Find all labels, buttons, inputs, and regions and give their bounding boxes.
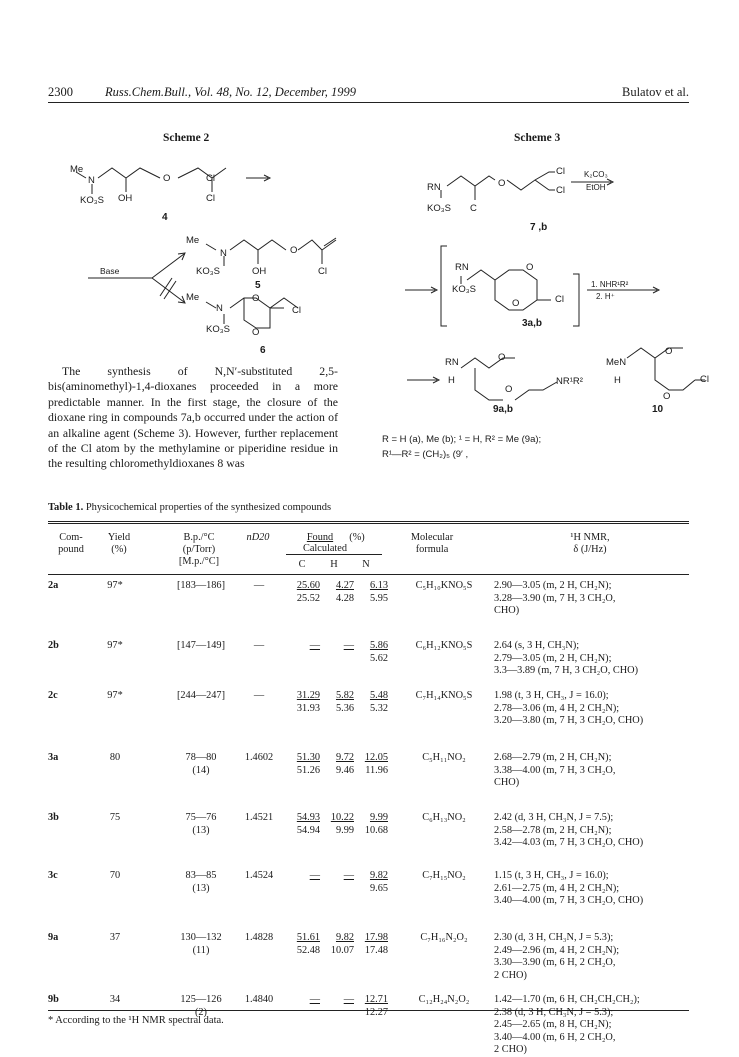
scheme2-title: Scheme 2 <box>163 132 210 144</box>
cell-bp2: (14) <box>192 765 210 776</box>
cell-fc: — <box>309 640 320 651</box>
scheme3-legend-1: R = H (a), Me (b); ¹ = H, R² = Me (9a); <box>382 434 542 445</box>
col-h: H <box>330 559 338 570</box>
col-compound: Com- pound <box>58 532 84 555</box>
c5-cl: Cl <box>318 266 327 277</box>
cell-bp: [183—186] <box>176 580 226 591</box>
cell-formula: C₇H₁₅NO₂ <box>422 870 466 881</box>
col-bp: B.p./°C (p/Torr) [M.p./°C] <box>178 532 220 567</box>
cell-fn: 17.98 <box>364 932 388 943</box>
cell-id: 9b <box>48 994 59 1005</box>
cell-nd: 1.4840 <box>244 994 274 1005</box>
cell-yield: 70 <box>109 870 121 881</box>
col-formula: Molecular formula <box>410 532 454 555</box>
c10-cl: Cl <box>700 374 709 385</box>
col-n: N <box>362 559 370 570</box>
cell-fn: 6.13 <box>369 580 388 591</box>
cell-formula: C₆H₁₂KNO₅S <box>415 640 473 651</box>
cell-nd: 1.4602 <box>244 752 274 763</box>
cell-bp: [147—149] <box>176 640 226 651</box>
c3-step1: 1. NHR¹R² <box>591 280 629 289</box>
cell-cn: 11.96 <box>365 765 388 776</box>
c6-cl: Cl <box>292 305 301 316</box>
c4-n: N <box>88 175 95 186</box>
cell-fn: 9.82 <box>369 870 388 881</box>
cell-fn: 12.71 <box>364 994 388 1005</box>
cell-fh: — <box>343 640 354 651</box>
table-header-rule <box>48 574 689 575</box>
cell-cn: 5.95 <box>369 593 388 604</box>
c9-o1: O <box>498 352 506 363</box>
cell-yield: 97* <box>107 580 123 591</box>
journal-citation: Russ.Chem.Bull., Vol. 48, No. 12, December, 1999 <box>105 85 357 99</box>
c5-oh: OH <box>252 266 267 277</box>
c4-cl2: Cl <box>206 193 215 204</box>
cell-fh: — <box>343 870 354 881</box>
cell-nd: 1.4524 <box>244 870 274 881</box>
cell-cn: 17.48 <box>364 945 388 956</box>
cell-yield: 75 <box>109 812 121 823</box>
c7-ko3s: KO₃S <box>427 203 451 214</box>
c7-o: O <box>498 178 506 189</box>
c3-rn: RN <box>455 262 469 273</box>
cell-cc: 31.93 <box>296 703 320 714</box>
c10-o1: O <box>665 346 673 357</box>
cell-cc: 52.48 <box>296 945 320 956</box>
cell-yield: 80 <box>109 752 121 763</box>
scheme3-title: Scheme 3 <box>514 132 561 144</box>
cell-bp: 125—126 <box>180 994 222 1005</box>
col-nd: nD20 <box>246 532 270 543</box>
c6-number: 6 <box>260 345 266 356</box>
cell-fh: 9.72 <box>335 752 354 763</box>
cell-fn: 9.99 <box>369 812 388 823</box>
cell-nmr: 1.15 (t, 3 H, CH₃, J = 16.0); 2.61—2.75 (m, 4 H, 2 CH₂N); 3.40—4.00 (m, 7 H, 3 CH₂O, CHO) <box>494 870 644 906</box>
cell-chh: 5.36 <box>335 703 354 714</box>
c3-ko3s: KO₃S <box>452 284 476 295</box>
cell-nd: — <box>253 690 265 701</box>
cell-fc: — <box>309 870 320 881</box>
c9-o2: O <box>505 384 513 395</box>
col-pct: (%) <box>349 532 365 543</box>
cell-id: 2b <box>48 640 59 651</box>
cell-cn: 12.27 <box>364 1007 388 1018</box>
table-footnote: * According to the ¹H NMR spectral data. <box>48 1015 224 1026</box>
c9-number: 9a,b <box>493 404 514 415</box>
c6-n: N <box>216 303 223 314</box>
cell-nd: 1.4828 <box>244 932 274 943</box>
cell-bp2: (13) <box>192 825 210 836</box>
cell-bp: 78—80 <box>185 752 217 763</box>
c7-c: C <box>470 203 477 214</box>
c9-nr: NR¹R² <box>556 376 583 387</box>
cell-bp: 130—132 <box>180 932 222 943</box>
table-caption-text: Physicochemical properties of the synthesized compounds <box>85 502 332 513</box>
running-authors: Bulatov et al. <box>622 85 689 99</box>
cell-bp: 75—76 <box>185 812 217 823</box>
cell-fh: 9.82 <box>335 932 354 943</box>
table-caption <box>48 502 331 513</box>
cell-fc: 25.60 <box>296 580 320 591</box>
c3-o2: O <box>512 298 520 309</box>
cell-bp2: (11) <box>192 945 210 956</box>
cell-nd: — <box>253 640 265 651</box>
cell-nmr: 2.68—2.79 (m, 2 H, CH₂N); 3.38—4.00 (m, 7 H, 3 CH₂O, CHO) <box>494 752 616 788</box>
table-top-rule-2 <box>48 523 689 524</box>
cell-bp2: (13) <box>192 883 210 894</box>
cell-bp: 83—85 <box>185 870 217 881</box>
cell-nmr: 2.90—3.05 (m, 2 H, CH₂N); 3.28—3.90 (m, 7 H, 3 CH₂O, CHO) <box>494 580 616 616</box>
cell-id: 3b <box>48 812 59 823</box>
c4-oh: OH <box>118 193 133 204</box>
c3-cl: Cl <box>555 294 564 305</box>
table-caption-label: Table 1. <box>48 502 84 513</box>
body-paragraph <box>48 364 338 472</box>
cell-nmr: 2.64 (s, 3 H, CH₃N); 2.79—3.05 (m, 2 H, CH₂N); 3.3—3.89 (m, 7 H, 3 CH₂O, CHO) <box>494 640 639 676</box>
cell-fc: 51.61 <box>296 932 320 943</box>
c5-o: O <box>290 245 298 256</box>
col-nmr: ¹H NMR, δ (J/Hz) <box>570 532 610 555</box>
c3-step2: 2. H⁺ <box>596 292 615 301</box>
c10-h: H <box>614 375 621 386</box>
col-c: C <box>298 559 306 570</box>
cell-nmr: 2.30 (d, 3 H, CH₃N, J = 5.3); 2.49—2.96 (m, 4 H, 2 CH₂N); 3.30—3.90 (m, 6 H, 2 CH₂O, 2 CHO) <box>494 932 620 981</box>
c4-ko3s: KO₃S <box>80 195 104 206</box>
cell-fh: 10.22 <box>330 812 354 823</box>
c6-ko3s: KO₃S <box>206 324 230 335</box>
cell-yield: 37 <box>109 932 121 943</box>
cell-nd: 1.4521 <box>244 812 274 823</box>
base-label: Base <box>100 266 120 276</box>
c4-o: O <box>163 173 171 184</box>
cell-fh: — <box>343 994 354 1005</box>
cell-cc: 54.94 <box>296 825 320 836</box>
c6-me: Me <box>186 292 200 303</box>
c5-number: 5 <box>255 280 261 291</box>
cell-fh: 5.82 <box>335 690 354 701</box>
cell-cn: 5.62 <box>369 653 388 664</box>
c9-h: H <box>448 375 455 386</box>
c5-me: Me <box>186 235 200 246</box>
c6-o1: O <box>252 293 260 304</box>
cell-cn: 10.68 <box>364 825 388 836</box>
cell-id: 2a <box>48 580 59 591</box>
c7-cl1: Cl <box>556 166 565 177</box>
cell-cn: 5.32 <box>369 703 388 714</box>
c4-me: Me <box>70 164 84 175</box>
scheme3-bonds <box>395 150 705 430</box>
cell-nmr: 1.42—1.70 (m, 6 H, CH₂CH₂CH₂); 2.38 (d, 3 H, CH₃N, J = 5.3); 2.45—2.65 (m, 8 H, CH₂N); 3.40—4.00 (m, 6 H, 2 CH₂O, 2 CHO) <box>494 994 640 1055</box>
cell-formula: C₇H₁₆N₂O₂ <box>420 932 468 943</box>
c4-cl1: Cl <box>206 173 215 184</box>
cell-formula: C₆H₁₃NO₂ <box>422 812 466 823</box>
cell-nmr: 1.98 (t, 3 H, CH₃, J = 16.0); 2.78—3.06 (m, 4 H, 2 CH₂N); 3.20—3.80 (m, 7 H, 3 CH₂O, CHO) <box>494 690 644 726</box>
cell-fn: 5.48 <box>369 690 388 701</box>
paragraph-text: The synthesis of N,N′-substituted 2,5-bis(aminomethyl)-1,4-dioxanes proceeded in a more predictable manner. In the first stage, the closure of the dioxane ring in compounds 7a,b occurred under the action of an alkaline agent (Scheme 3). However, further replacement of the Cl atom by the methylamine or piperidine residue in the resulting chloromethyldioxanes 8 was <box>48 364 338 471</box>
cell-fc: 51.30 <box>296 752 320 763</box>
cell-formula: C₁₂H₂₄N₂O₂ <box>418 994 470 1005</box>
table-top-rule <box>48 521 689 522</box>
cell-fc: 54.93 <box>296 812 320 823</box>
cell-fn: 5.86 <box>369 640 388 651</box>
cell-yield: 34 <box>109 994 121 1005</box>
cell-cn: 9.65 <box>369 883 388 894</box>
cell-nd: — <box>253 580 265 591</box>
cell-fc: — <box>309 994 320 1005</box>
c3-o1: O <box>526 262 534 273</box>
cell-fn: 12.05 <box>364 752 388 763</box>
c10-o2: O <box>663 391 671 402</box>
cell-chh: 10.07 <box>330 945 354 956</box>
cell-id: 9a <box>48 932 59 943</box>
c7-rn: RN <box>427 182 441 193</box>
cell-cc: 25.52 <box>296 593 320 604</box>
cell-chh: 9.99 <box>335 825 354 836</box>
c4-number: 4 <box>162 212 168 223</box>
scheme3-legend-2: R¹—R² = (CH₂)₅ (9′ , <box>382 449 469 460</box>
c7-reagent1: K₂CO₃ <box>584 170 608 179</box>
c5-ko3s: KO₃S <box>196 266 220 277</box>
c3-number: 3a,b <box>522 318 543 329</box>
cell-bp: [244—247] <box>176 690 226 701</box>
cell-nmr: 2.42 (d, 3 H, CH₃N, J = 7.5); 2.58—2.78 (m, 2 H, CH₂N); 3.42—4.03 (m, 7 H, 3 CH₂O, CHO) <box>494 812 644 848</box>
cell-bp2: (2) <box>194 1007 207 1018</box>
cell-chh: 4.28 <box>335 593 354 604</box>
col-found: Found <box>306 532 334 543</box>
header-rule <box>48 102 689 103</box>
cell-id: 2c <box>48 690 58 701</box>
c7-number: 7 ,b <box>530 222 548 233</box>
cell-id: 3c <box>48 870 58 881</box>
c10-men: MeN <box>606 357 627 368</box>
cell-cc: 51.26 <box>296 765 320 776</box>
c7-reagent2: EtOH <box>586 183 606 192</box>
col-yield: Yield (%) <box>107 532 131 555</box>
cell-chh: 9.46 <box>335 765 354 776</box>
cell-fc: 31.29 <box>296 690 320 701</box>
c5-n: N <box>220 248 227 259</box>
cell-formula: C₇H₁₄KNO₅S <box>415 690 473 701</box>
c7-cl2: Cl <box>556 185 565 196</box>
c6-o2: O <box>252 327 260 338</box>
cell-formula: C₅H₁₀KNO₅S <box>415 580 473 591</box>
cell-fh: 4.27 <box>335 580 354 591</box>
page-number: 2300 <box>48 85 73 99</box>
cell-formula: C₅H₁₁NO₂ <box>422 752 466 763</box>
cell-yield: 97* <box>107 640 123 651</box>
c10-number: 10 <box>652 404 664 415</box>
col-calculated: Calculated <box>302 543 348 554</box>
c9-rn: RN <box>445 357 459 368</box>
cell-yield: 97* <box>107 690 123 701</box>
cell-id: 3a <box>48 752 59 763</box>
